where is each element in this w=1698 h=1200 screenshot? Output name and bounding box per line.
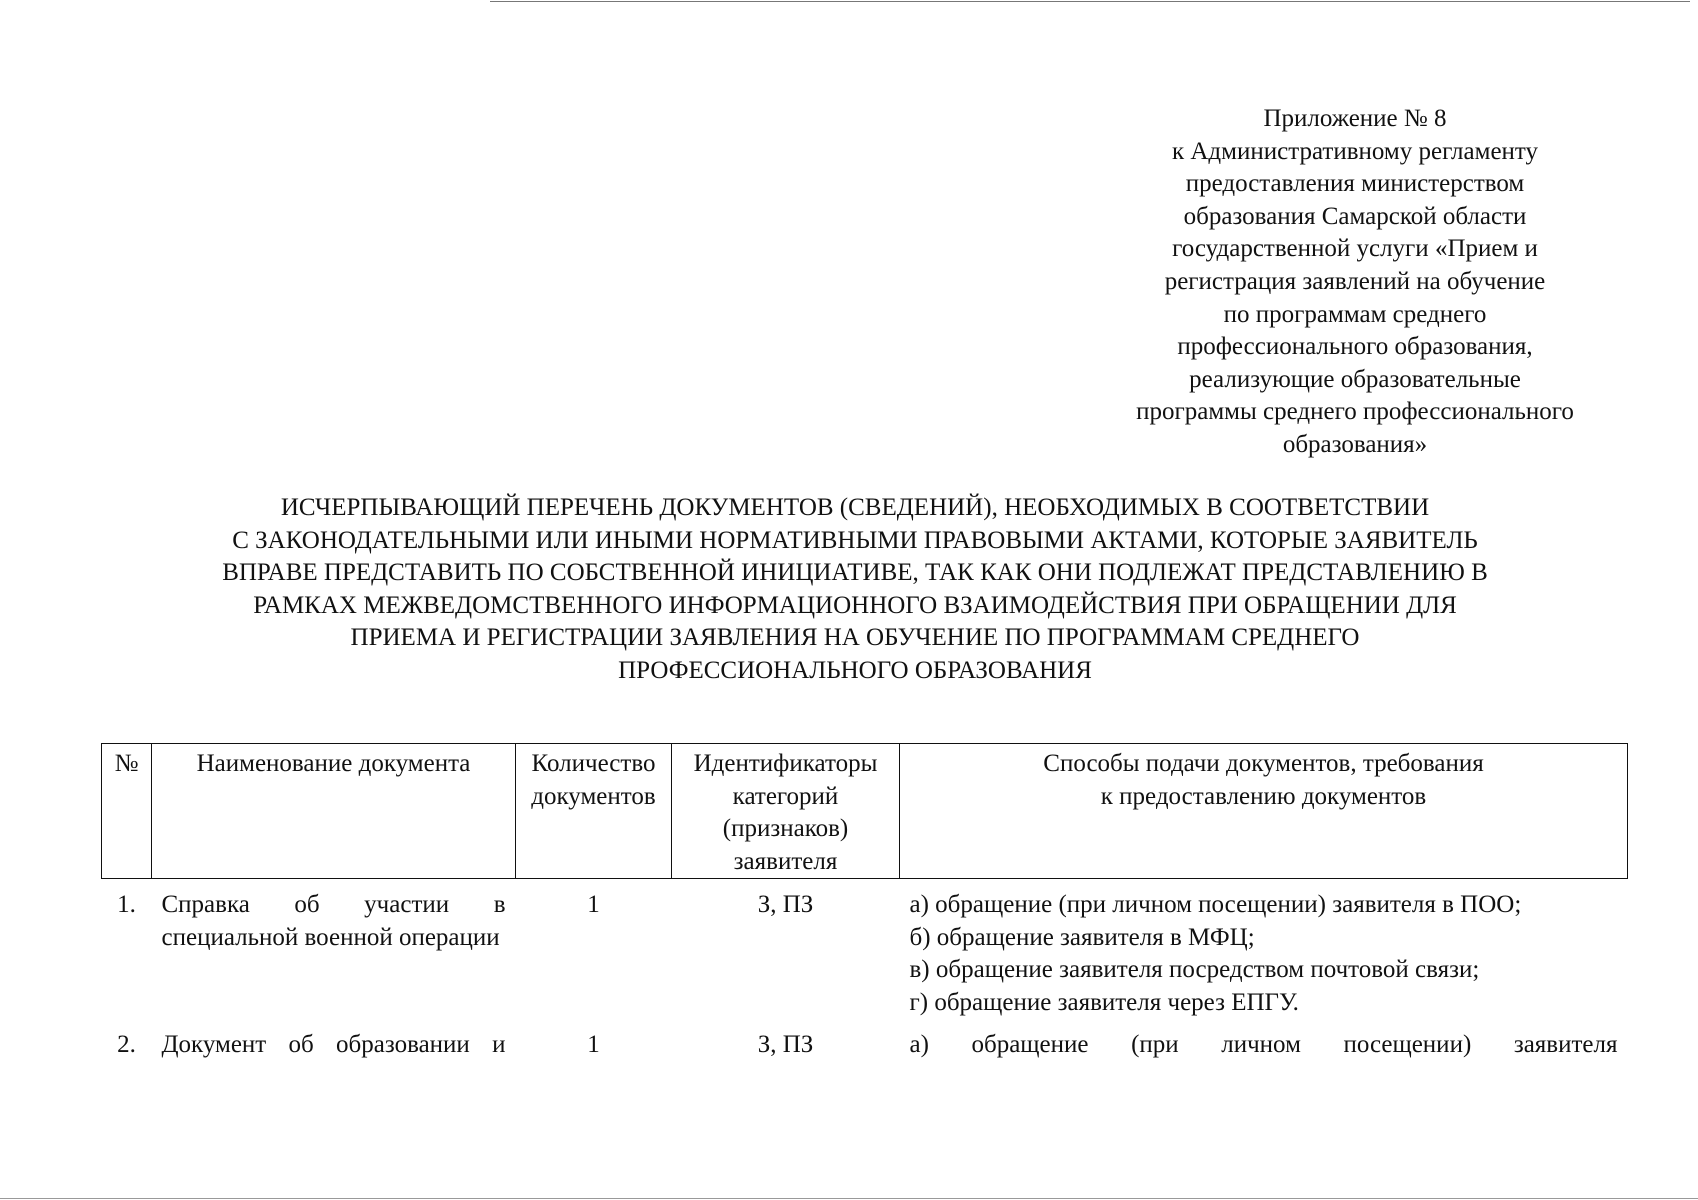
scan-edge-bottom: [0, 1198, 1698, 1199]
title-line: ПРОФЕССИОНАЛЬНОГО ОБРАЗОВАНИЯ: [618, 656, 1092, 684]
header-document-name: [152, 744, 516, 879]
documents-table: [101, 743, 1628, 1062]
appendix-line: регистрация заявлений на обучение: [1164, 267, 1546, 295]
appendix-line: профессионального образования,: [1177, 333, 1533, 361]
row-submission-methods: [900, 879, 1628, 1020]
row-category-ids: З, ПЗ: [757, 1031, 814, 1058]
header-submission-methods: [900, 744, 1628, 879]
header-count-line: Количество: [531, 750, 656, 777]
row-category-ids: З, ПЗ: [757, 891, 814, 918]
row-number: 2.: [117, 1031, 136, 1058]
title-line: РАМКАХ МЕЖВЕДОМСТВЕННОГО ИНФОРМАЦИОННОГО ВЗАИМОДЕЙСТВИЯ ПРИ ОБРАЩЕНИИ ДЛЯ: [253, 591, 1457, 619]
title-line: ИСЧЕРПЫВАЮЩИЙ ПЕРЕЧЕНЬ ДОКУМЕНТОВ (СВЕДЕНИЙ), НЕОБХОДИМЫХ В СООТВЕТСТВИИ: [280, 494, 1430, 521]
header-ways-line: Способы подачи документов, требования: [1043, 750, 1484, 777]
header-applicant-category-ids: [672, 744, 900, 879]
table-header-row: [102, 744, 1628, 879]
row-submission-methods: [900, 1019, 1628, 1062]
title-line: ВПРАВЕ ПРЕДСТАВИТЬ ПО СОБСТВЕННОЙ ИНИЦИАТИВЕ, ТАК КАК ОНИ ПОДЛЕЖАТ ПРЕДСТАВЛЕНИЮ В: [222, 559, 1488, 587]
title-line: С ЗАКОНОДАТЕЛЬНЫМИ ИЛИ ИНЫМИ НОРМАТИВНЫМИ ПРАВОВЫМИ АКТАМИ, КОТОРЫЕ ЗАЯВИТЕЛЬ: [232, 526, 1478, 554]
submission-method-item: а) обращение (при личном посещении) заявителя: [909, 1031, 1618, 1058]
scan-edge-top: [490, 1, 1690, 2]
appendix-line: Приложение № 8: [1263, 105, 1447, 132]
row-document-count: 1: [587, 1031, 600, 1058]
submission-method-item: б) обращение заявителя в МФЦ;: [909, 923, 1255, 951]
row-document-name: Справка об участии в специальной военной операции: [161, 891, 506, 951]
appendix-line: государственной услуги «Прием и: [1172, 235, 1538, 263]
appendix-line: реализующие образовательные: [1189, 365, 1521, 393]
appendix-line: к Административному регламенту: [1171, 137, 1539, 165]
appendix-header: [1090, 103, 1620, 462]
row-document-name-text: Документ об образовании и: [161, 1031, 506, 1058]
row-number: 1.: [117, 891, 136, 918]
header-ids-line: категорий: [732, 782, 839, 810]
header-ids-line: Идентификаторы: [693, 750, 878, 777]
header-ways-line: к предоставлению документов: [1100, 782, 1427, 810]
document-title: [90, 492, 1620, 688]
submission-method-item: г) обращение заявителя через ЕПГУ.: [909, 988, 1299, 1016]
header-count-line: документов: [531, 782, 656, 810]
table-row: [102, 1019, 1628, 1062]
title-line: ПРИЕМА И РЕГИСТРАЦИИ ЗАЯВЛЕНИЯ НА ОБУЧЕНИЕ ПО ПРОГРАММАМ СРЕДНЕГО: [350, 624, 1360, 652]
appendix-line: образования»: [1282, 430, 1428, 458]
submission-method-item: а) обращение (при личном посещении) заявителя в ПОО;: [909, 891, 1522, 918]
row-document-count: 1: [587, 891, 600, 918]
header-ids-line: (признаков): [722, 815, 849, 842]
submission-method-item: в) обращение заявителя посредством почтовой связи;: [909, 956, 1480, 983]
header-number: [102, 744, 152, 879]
appendix-line: образования Самарской области: [1183, 202, 1527, 230]
appendix-line: предоставления министерством: [1185, 170, 1525, 198]
appendix-line: программы среднего профессионального: [1136, 398, 1574, 426]
header-document-name-label: Наименование документа: [196, 750, 471, 777]
appendix-line: по программам среднего: [1223, 300, 1487, 328]
row-document-name: [152, 1019, 516, 1062]
header-ids-line: заявителя: [733, 847, 838, 875]
table-row: [102, 879, 1628, 1020]
header-document-count: [516, 744, 672, 879]
header-number-label: №: [114, 750, 139, 777]
